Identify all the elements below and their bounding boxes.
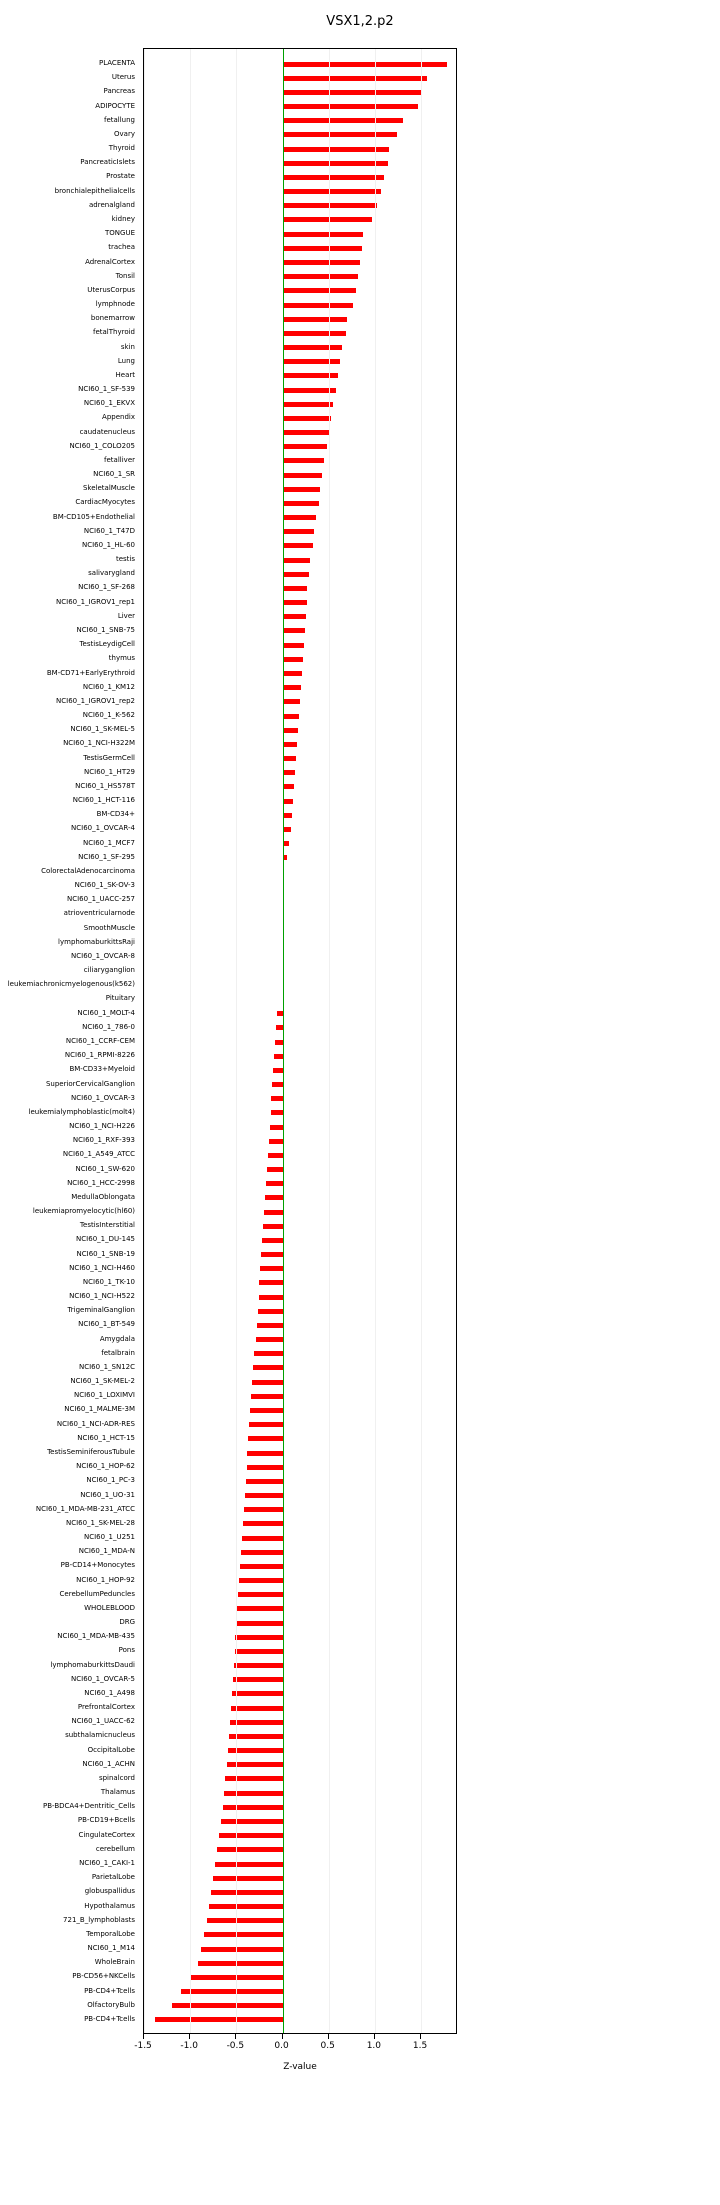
y-axis-tick-label: NCI60_1_SN12C (78, 1362, 135, 1371)
bar (283, 147, 389, 152)
y-axis-tick-label: testis (115, 555, 135, 564)
bar (235, 1635, 282, 1640)
bar (256, 1337, 283, 1342)
y-axis-tick-label: Pons (118, 1646, 135, 1655)
bar (221, 1819, 283, 1824)
gridline (329, 49, 330, 2033)
bar (283, 501, 320, 506)
bar (283, 558, 311, 563)
bar (283, 76, 427, 81)
bar (283, 643, 304, 648)
y-axis-tick-label: NCI60_1_BT-549 (78, 1320, 135, 1329)
y-axis-tick-label: PB-CD56+NKCells (72, 1972, 135, 1981)
y-axis-tick-label: SmoothMuscle (83, 923, 135, 932)
y-axis-tick-label: NCI60_1_NCI-ADR-RES (56, 1419, 135, 1428)
bar (211, 1890, 282, 1895)
bar (258, 1309, 283, 1314)
gridline (190, 49, 191, 2033)
y-axis-tick-label: TemporalLobe (86, 1929, 135, 1938)
bar (262, 1238, 282, 1243)
y-axis-tick-label: fetalbrain (101, 1348, 135, 1357)
bar (247, 1451, 282, 1456)
x-axis-tick (143, 2034, 144, 2039)
y-axis-tick-label: ParietalLobe (91, 1873, 135, 1882)
bar (244, 1507, 283, 1512)
bar (269, 1139, 283, 1144)
bar (237, 1606, 282, 1611)
y-axis-tick-label: NCI60_1_RPMI-8226 (64, 1051, 135, 1060)
y-axis-tick-label: NCI60_1_OVCAR-5 (71, 1674, 135, 1683)
bar (283, 416, 332, 421)
y-axis-tick-label: NCI60_1_HOP-62 (76, 1462, 135, 1471)
y-axis-tick-label: Tonsil (115, 271, 135, 280)
y-axis-tick-label: NCI60_1_UACC-62 (71, 1717, 135, 1726)
y-axis-tick-label: TONGUE (105, 229, 135, 238)
bar (283, 90, 422, 95)
y-axis-tick-label: cerebellum (95, 1844, 135, 1853)
y-axis-labels (0, 48, 139, 2034)
bar (238, 1592, 282, 1597)
y-axis-tick-label: NCI60_1_SK-OV-3 (74, 881, 135, 890)
y-axis-tick-label: UterusCorpus (87, 285, 135, 294)
y-axis-tick-label: skin (120, 342, 135, 351)
y-axis-tick-label: NCI60_1_MALME-3M (64, 1405, 135, 1414)
bar (260, 1266, 282, 1271)
bar (266, 1181, 283, 1186)
x-axis-tick-label: 1.0 (366, 2041, 382, 2051)
bar (257, 1323, 283, 1328)
y-axis-tick-label: ciliaryganglion (83, 966, 135, 975)
bar (283, 756, 297, 761)
bar (172, 2003, 283, 2008)
y-axis-tick-label: NCI60_1_NCI-H460 (69, 1263, 135, 1272)
bar (265, 1195, 283, 1200)
y-axis-tick-label: NCI60_1_HT29 (84, 767, 135, 776)
y-axis-tick-label: ADIPOCYTE (95, 101, 135, 110)
x-axis-tick (282, 2034, 283, 2039)
bar (283, 161, 388, 166)
gridline (144, 49, 145, 2033)
y-axis-tick-label: NCI60_1_SF-539 (78, 385, 135, 394)
y-axis-tick-label: kidney (111, 214, 135, 223)
bar (245, 1493, 283, 1498)
y-axis-tick-label: Ovary (114, 129, 135, 138)
y-axis-tick-label: NCI60_1_UACC-257 (66, 895, 135, 904)
y-axis-tick-label: leukemiachronicmyelogenous(k562) (7, 980, 135, 989)
bar (283, 714, 300, 719)
y-axis-tick-label: OccipitalLobe (87, 1745, 135, 1754)
bar (181, 1989, 283, 1994)
bar (233, 1677, 283, 1682)
bar (252, 1380, 282, 1385)
gridline (375, 49, 376, 2033)
bar (283, 189, 382, 194)
y-axis-tick-label: NCI60_1_KM12 (82, 682, 135, 691)
x-axis-tick-label: -1.5 (134, 2041, 152, 2051)
y-axis-tick-label: NCI60_1_HCC-2998 (67, 1178, 135, 1187)
y-axis-tick-label: Prostate (106, 172, 135, 181)
bar (235, 1649, 283, 1654)
bar (283, 458, 325, 463)
bar (283, 813, 292, 818)
bar (230, 1720, 283, 1725)
y-axis-tick-label: NCI60_1_HCT-116 (72, 796, 135, 805)
y-axis-tick-label: NCI60_1_EKVX (83, 399, 135, 408)
bar (217, 1847, 283, 1852)
y-axis-tick-label: NCI60_1_MDA-MB-231_ATCC (35, 1504, 135, 1513)
y-axis-tick-label: NCI60_1_U251 (83, 1533, 135, 1542)
bar (283, 685, 301, 690)
bar (207, 1918, 283, 1923)
x-axis-tick (374, 2034, 375, 2039)
bar (271, 1110, 283, 1115)
bar (231, 1706, 283, 1711)
bar (283, 827, 291, 832)
y-axis-tick-label: NCI60_1_CCRF-CEM (65, 1037, 135, 1045)
y-axis-tick-label: OlfactoryBulb (87, 2000, 135, 2009)
y-axis-tick-label: NCI60_1_IGROV1_rep2 (56, 696, 135, 705)
bar (198, 1961, 283, 1966)
y-axis-tick-label: NCI60_1_COLO205 (69, 441, 135, 450)
bar (259, 1295, 283, 1300)
y-axis-tick-label: TestisInterstitial (79, 1221, 135, 1230)
y-axis-tick-label: subthalamicnucleus (65, 1731, 135, 1740)
bar (247, 1465, 283, 1470)
y-axis-tick-label: CingulateCortex (78, 1830, 135, 1839)
y-axis-tick-label: TrigeminalGanglion (67, 1306, 135, 1315)
plot-panel (143, 48, 457, 2034)
y-axis-tick-label: NCI60_1_ACHN (82, 1759, 135, 1768)
y-axis-tick-label: lymphnode (95, 300, 135, 309)
y-axis-tick-label: NCI60_1_SK-MEL-2 (70, 1377, 135, 1386)
bar (243, 1521, 283, 1526)
y-axis-tick-label: NCI60_1_MCF7 (83, 838, 135, 847)
y-axis-tick-label: Pancreas (103, 87, 135, 96)
y-axis-tick-label: spinalcord (98, 1773, 135, 1782)
y-axis-tick-label: WholeBrain (94, 1958, 135, 1967)
bar (283, 359, 340, 364)
bar (283, 217, 373, 222)
bar (223, 1805, 283, 1810)
y-axis-tick-label: NCI60_1_SW-620 (75, 1164, 135, 1173)
bar (270, 1125, 283, 1130)
x-axis-tick-label: 1.5 (412, 2041, 428, 2051)
y-axis-tick-label: NCI60_1_A498 (84, 1688, 135, 1697)
y-axis-tick-label: NCI60_1_SNB-75 (76, 625, 135, 634)
bar (261, 1252, 282, 1257)
y-axis-tick-label: PB-BDCA4+Dentritic_Cells (43, 1802, 135, 1811)
bar (283, 699, 301, 704)
y-axis-tick-label: NCI60_1_MOLT-4 (77, 1008, 135, 1017)
bar (283, 657, 303, 662)
gridline (421, 49, 422, 2033)
bar (283, 600, 307, 605)
bar (283, 345, 342, 350)
bar (283, 487, 321, 492)
y-axis-tick-label: bonemarrow (90, 314, 135, 323)
y-axis-tick-label: caudatenucleus (79, 427, 135, 436)
y-axis-tick-label: NCI60_1_HCT-15 (77, 1433, 135, 1442)
bar (283, 586, 308, 591)
y-axis-tick-label: NCI60_1_SK-MEL-28 (65, 1518, 135, 1527)
y-axis-tick-label: NCI60_1_K-562 (82, 711, 135, 720)
bar (239, 1578, 282, 1583)
y-axis-tick-label: NCI60_1_LOXIMVI (73, 1391, 135, 1400)
chart-title: VSX1,2.p2 (326, 14, 394, 29)
bar (224, 1791, 282, 1796)
y-axis-tick-label: NCI60_1_RXF-393 (72, 1136, 135, 1145)
bar (283, 742, 298, 747)
bar (264, 1210, 282, 1215)
bar (283, 529, 314, 534)
y-axis-tick-label: NCI60_1_M14 (87, 1944, 135, 1953)
bar (215, 1862, 282, 1867)
bar (283, 303, 353, 308)
bar (283, 246, 362, 251)
x-axis-title: Z-value (283, 2062, 317, 2072)
y-axis-tick-label: trachea (108, 243, 135, 252)
bar (283, 430, 329, 435)
y-axis-tick-label: NCI60_1_NCI-H522 (69, 1292, 135, 1301)
y-axis-tick-label: NCI60_1_HL-60 (81, 540, 135, 549)
y-axis-tick-label: thymus (108, 654, 135, 663)
bar (263, 1224, 282, 1229)
y-axis-tick-label: PLACENTA (98, 59, 135, 68)
y-axis-tick-label: NCI60_1_SNB-19 (76, 1249, 135, 1258)
y-axis-tick-label: Uterus (111, 73, 135, 82)
x-axis-tick-label: 0.0 (274, 2041, 289, 2051)
bar (283, 799, 293, 804)
bar (283, 770, 296, 775)
bar (283, 444, 327, 449)
gridline (236, 49, 237, 2033)
bar (283, 260, 361, 265)
y-axis-tick-label: NCI60_1_CAKI-1 (79, 1859, 135, 1867)
y-axis-tick-label: NCI60_1_HOP-92 (76, 1575, 135, 1584)
y-axis-tick-label: NCI60_1_IGROV1_rep1 (56, 597, 135, 606)
y-axis-tick-label: PB-CD4+Tcells (84, 1986, 135, 1995)
bar (283, 274, 359, 279)
bar (234, 1663, 283, 1668)
y-axis-tick-label: leukemialymphoblastic(molt4) (28, 1107, 135, 1116)
y-axis-tick-label: atrioventricularnode (63, 909, 135, 918)
y-axis-tick-label: NCI60_1_UO-31 (80, 1490, 135, 1499)
bar (201, 1947, 282, 1952)
y-axis-tick-label: 721_B_lymphoblasts (63, 1915, 135, 1924)
y-axis-tick-label: SuperiorCervicalGanglion (45, 1079, 135, 1088)
x-axis-tick (328, 2034, 329, 2039)
bar (213, 1876, 282, 1881)
y-axis-tick-label: fetalliver (104, 455, 135, 464)
bar (283, 515, 316, 520)
x-axis-tick (189, 2034, 190, 2039)
bar (267, 1167, 283, 1172)
y-axis-tick-label: BM-CD34+ (96, 810, 135, 819)
y-axis-tick-label: Liver (117, 611, 135, 620)
y-axis-tick-label: PB-CD4+Tcells (84, 2014, 135, 2023)
bar (251, 1394, 282, 1399)
y-axis-tick-label: lymphomaburkittsRaji (58, 937, 135, 946)
y-axis-tick-label: NCI60_1_HS578T (75, 781, 135, 790)
x-axis-tick-label: -1.0 (180, 2041, 198, 2051)
bar (249, 1422, 282, 1427)
y-axis-tick-label: CardiacMyocytes (75, 498, 135, 507)
y-axis-tick-label: Heart (115, 370, 135, 379)
bar (240, 1564, 282, 1569)
bar (283, 543, 313, 548)
bar (283, 175, 385, 180)
bar (283, 402, 334, 407)
bar (204, 1932, 283, 1937)
y-axis-tick-label: Pituitary (105, 994, 135, 1003)
bar (283, 473, 323, 478)
y-axis-tick-label: NCI60_1_SF-268 (78, 583, 135, 592)
bar (283, 614, 306, 619)
y-axis-tick-label: PancreaticIslets (80, 158, 135, 167)
zero-line (283, 49, 284, 2033)
y-axis-tick-label: NCI60_1_T47D (83, 526, 135, 535)
y-axis-tick-label: NCI60_1_SR (93, 470, 135, 479)
y-axis-tick-label: Thyroid (108, 144, 135, 153)
y-axis-tick-label: NCI60_1_A549_ATCC (62, 1150, 135, 1159)
bar (283, 572, 310, 577)
y-axis-tick-label: fetalThyroid (93, 328, 135, 337)
bar (236, 1621, 282, 1626)
y-axis-tick-label: DRG (119, 1618, 135, 1627)
bar (283, 628, 305, 633)
bar (283, 118, 403, 123)
y-axis-tick-label: Lung (117, 356, 135, 365)
x-axis-tick (235, 2034, 236, 2039)
bar (232, 1691, 283, 1696)
bar (283, 104, 419, 109)
y-axis-tick-label: NCI60_1_OVCAR-4 (71, 824, 135, 833)
y-axis-tick-label: TestisGermCell (83, 753, 135, 762)
bar (219, 1833, 283, 1838)
y-axis-tick-label: NCI60_1_PC-3 (86, 1476, 135, 1485)
x-axis-tick-label: -0.5 (226, 2041, 245, 2051)
bar (271, 1096, 282, 1101)
x-axis-tick (420, 2034, 421, 2039)
y-axis-tick-label: WHOLEBLOOD (84, 1603, 135, 1612)
y-axis-tick-label: adrenalgland (89, 200, 135, 209)
bar (274, 1054, 282, 1059)
y-axis-tick-label: BM-CD33+Myeloid (69, 1065, 135, 1074)
y-axis-tick-label: NCI60_1_NCI-H322M (63, 739, 135, 748)
bar (283, 132, 398, 137)
bar (283, 317, 348, 322)
y-axis-tick-label: NCI60_1_OVCAR-3 (71, 1093, 135, 1102)
bar (155, 2017, 282, 2022)
bar (283, 784, 294, 789)
y-axis-tick-label: NCI60_1_TK-10 (82, 1277, 135, 1286)
y-axis-tick-label: NCI60_1_MDA-MB-435 (57, 1632, 135, 1641)
x-axis-tick-label: 0.5 (320, 2041, 335, 2051)
y-axis-tick-label: fetallung (103, 115, 135, 124)
y-axis-tick-label: TestisLeydigCell (79, 640, 135, 649)
y-axis-tick-label: PB-CD14+Monocytes (60, 1561, 135, 1570)
bar (268, 1153, 283, 1158)
bar (225, 1776, 282, 1781)
y-axis-tick-label: TestisSeminiferousTubule (47, 1448, 135, 1456)
y-axis-tick-label: CerebellumPeduncles (59, 1589, 135, 1598)
y-axis-tick-label: AdrenalCortex (85, 257, 135, 266)
y-axis-tick-label: bronchialepithelialcells (54, 186, 135, 195)
bar (283, 728, 299, 733)
bar (283, 288, 357, 293)
y-axis-tick-label: NCI60_1_MDA-N (78, 1547, 135, 1556)
y-axis-tick-label: NCI60_1_786-0 (82, 1022, 135, 1031)
bar (259, 1280, 282, 1285)
bar (273, 1068, 282, 1073)
bar (242, 1536, 283, 1541)
y-axis-tick-label: PrefrontalCortex (77, 1703, 135, 1712)
y-axis-tick-label: ColorectalAdenocarcinoma (41, 866, 135, 875)
y-axis-tick-label: PB-CD19+Bcells (77, 1816, 135, 1825)
y-axis-tick-label: SkeletalMuscle (82, 484, 135, 493)
bar (241, 1550, 283, 1555)
y-axis-tick-label: BM-CD105+Endothelial (52, 512, 135, 521)
y-axis-tick-label: NCI60_1_SK-MEL-5 (70, 725, 135, 734)
y-axis-tick-label: Appendix (102, 413, 135, 422)
y-axis-tick-label: Hypothalamus (84, 1901, 135, 1910)
y-axis-tick-label: NCI60_1_DU-145 (76, 1235, 135, 1244)
y-axis-tick-label: Thalamus (100, 1788, 135, 1797)
y-axis-tick-label: MedullaOblongata (71, 1192, 135, 1201)
bar (248, 1436, 282, 1441)
bar (283, 671, 302, 676)
bar (283, 331, 347, 336)
bar (253, 1365, 283, 1370)
y-axis-tick-label: leukemiapromyelocytic(hl60) (32, 1207, 135, 1216)
bar (254, 1351, 283, 1356)
y-axis-tick-label: NCI60_1_NCI-H226 (69, 1122, 135, 1131)
bar (250, 1408, 282, 1413)
bar (275, 1040, 282, 1045)
bar (209, 1904, 283, 1909)
y-axis-tick-label: globuspallidus (84, 1887, 135, 1896)
y-axis-tick-label: Amygdala (99, 1334, 135, 1343)
bar (283, 62, 447, 67)
y-axis-tick-label: lymphomaburkittsDaudi (50, 1660, 135, 1669)
bar (246, 1479, 283, 1484)
bar (272, 1082, 282, 1087)
bar (283, 232, 363, 237)
y-axis-tick-label: BM-CD71+EarlyErythroid (46, 668, 135, 677)
y-axis-tick-label: salivarygland (88, 569, 135, 578)
y-axis-tick-label: NCI60_1_OVCAR-8 (71, 951, 135, 960)
y-axis-tick-label: NCI60_1_SF-295 (78, 852, 135, 861)
